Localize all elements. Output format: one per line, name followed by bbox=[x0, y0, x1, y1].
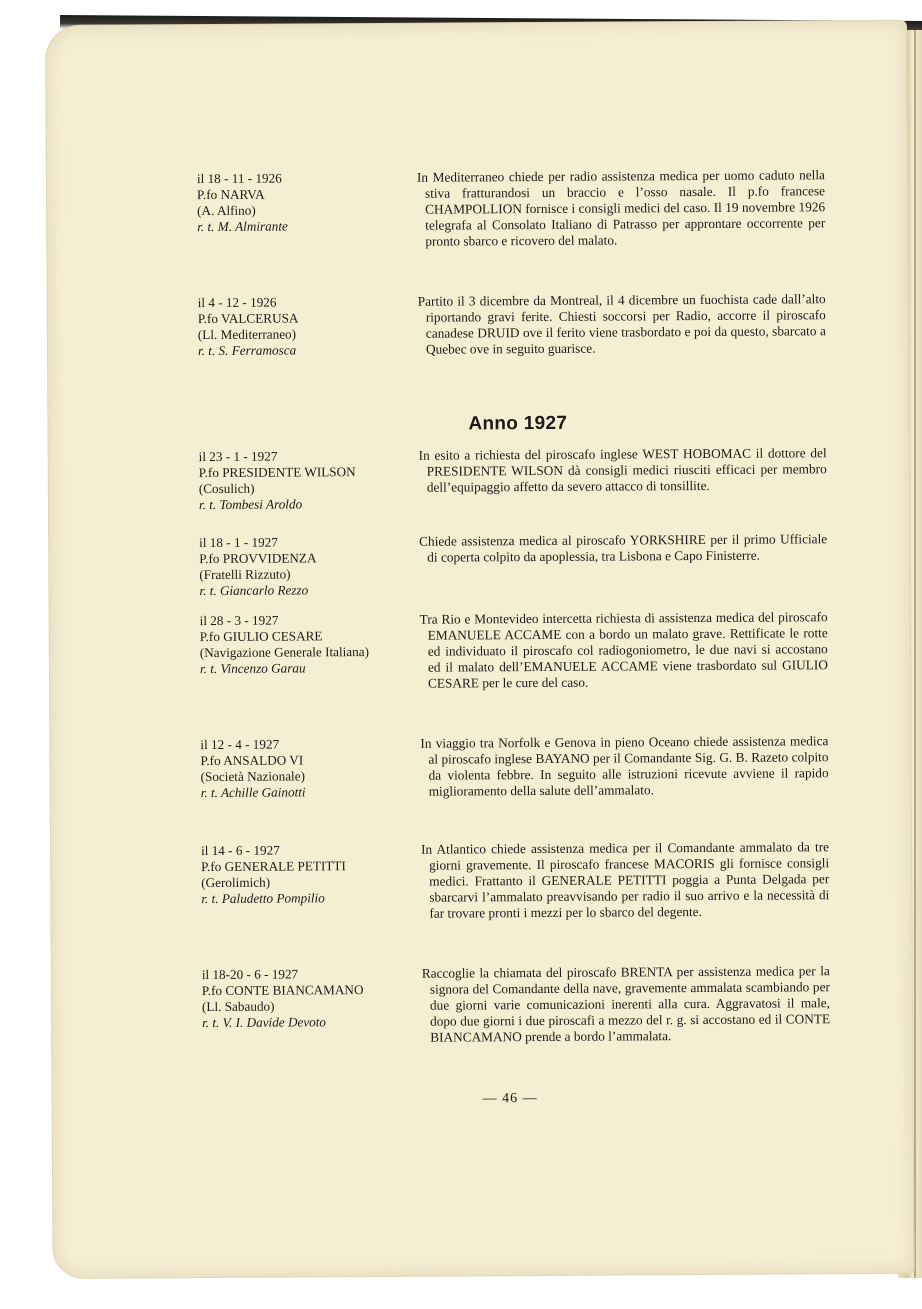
entry-text: In Mediterraneo chiede per radio assistenza medica per uomo caduto nella stiva fratturandosi un braccio e l’osso nasale. Il p.fo francese CHAMPOLLION fornisce i consigli medici del caso. Il 19 novembre 1926 telegrafa al Consolato Italiano di Patrasso per approntare occorrente per pronto sbarco e ricovero del malato. bbox=[416, 167, 826, 249]
entry-owner: (Cosulich) bbox=[198, 480, 255, 497]
entry-date: il 12 - 4 - 1927 bbox=[200, 736, 280, 753]
entry-owner: (Ll. Mediterraneo) bbox=[197, 326, 297, 343]
entry-text: Raccoglie la chiamata del piroscafo BRENTA per assistenza medica per la signora del Comandante della nave, gravemente ammalata scambiando per due giorni varie comunicazioni inerenti alla cura. Aggravatosi il male, dopo due giorni i due piroscafi a mezzo del r. g. si accostano ed il CONTE BIANCAMANO prende a bordo l’ammalata. bbox=[421, 963, 831, 1045]
entry-text: Chiede assistenza medica al piroscafo YORKSHIRE per il primo Ufficiale di coperta colpito da apoplessia, tra Lisbona e Capo Finisterre. bbox=[419, 531, 828, 565]
entry-description bbox=[419, 445, 827, 495]
year-heading: Anno 1927 bbox=[468, 412, 568, 435]
entry-description bbox=[417, 167, 825, 249]
entry-text: In Atlantico chiede assistenza medica per il Comandante ammalato da tre giorni gravemente. Il piroscafo francese MACORIS gli fornisce consigli medici. Frattanto il GENERALE PETITTI poggia a Punta Delgada per sbarcarvi l’ammalato preavvisando per radio il suo arrivo e la necessità di far trovare pronti i mezzi per lo sbarco del degente. bbox=[420, 839, 830, 921]
log-entry bbox=[48, 291, 908, 359]
entry-date: il 18-20 - 6 - 1927 bbox=[201, 966, 299, 983]
entry-text: In viaggio tra Norfolk e Genova in pieno Oceano chiede assistenza medica al piroscafo inglese BAYANO per il Comandante Sig. G. B. Razeto colpito da violenta febbre. In seguito alle istruzioni ricevute avviene il rapido miglioramento della salute dell’ammalato. bbox=[420, 733, 829, 799]
entry-operator: r. t. M. Almirante bbox=[197, 218, 288, 235]
entry-owner: (Navigazione Generale Italiana) bbox=[199, 644, 370, 661]
entry-ship: P.fo CONTE BIANCAMANO bbox=[201, 982, 364, 999]
entry-date: il 4 - 12 - 1926 bbox=[197, 294, 277, 311]
log-entry bbox=[52, 963, 912, 1045]
entry-text: In esito a richiesta del piroscafo inglese WEST HOBOMAC il dottore del PRESIDENTE WILSON dà consigli medici riusciti efficaci per membro dell’equipaggio affetto da severo attacco di tonsillite. bbox=[418, 445, 827, 495]
entry-description bbox=[419, 531, 827, 565]
entry-operator: r. t. Giancarlo Rezzo bbox=[199, 582, 309, 599]
entry-meta bbox=[197, 170, 412, 235]
entry-owner: (A. Alfino) bbox=[197, 202, 256, 219]
entry-ship: P.fo NARVA bbox=[196, 186, 265, 203]
page-number: — 46 — bbox=[482, 1091, 538, 1107]
entry-description bbox=[420, 733, 828, 799]
entry-date: il 18 - 1 - 1927 bbox=[199, 534, 278, 551]
entry-meta bbox=[202, 966, 417, 1031]
entry-operator: r. t. Tombesi Aroldo bbox=[198, 496, 303, 513]
entry-operator: r. t. Paludetto Pompilio bbox=[201, 890, 325, 907]
entry-date: il 14 - 6 - 1927 bbox=[200, 842, 280, 859]
entry-operator: r. t. S. Ferramosca bbox=[197, 342, 297, 359]
entry-description bbox=[422, 963, 830, 1045]
entry-operator: r. t. Achille Gainotti bbox=[200, 784, 306, 801]
entry-date: il 23 - 1 - 1927 bbox=[198, 448, 278, 465]
entry-ship: P.fo GIULIO CESARE bbox=[199, 628, 323, 645]
log-entry bbox=[49, 445, 909, 513]
log-entry bbox=[49, 531, 909, 599]
entry-ship: P.fo GENERALE PETITTI bbox=[201, 858, 346, 875]
entry-meta bbox=[198, 294, 413, 359]
entry-operator: r. t. V. I. Davide Devoto bbox=[202, 1014, 327, 1031]
document-page bbox=[46, 21, 914, 1278]
entry-owner: (Società Nazionale) bbox=[200, 768, 305, 785]
entry-ship: P.fo VALCERUSA bbox=[197, 310, 299, 327]
entry-description bbox=[420, 609, 828, 691]
entry-meta bbox=[199, 534, 414, 599]
log-entry bbox=[47, 167, 907, 249]
entry-meta bbox=[200, 736, 415, 801]
log-entry bbox=[51, 839, 911, 921]
entry-ship: P.fo ANSALDO VI bbox=[200, 752, 304, 769]
entry-description bbox=[418, 291, 826, 357]
entry-date: il 18 - 11 - 1926 bbox=[196, 170, 282, 187]
entry-meta bbox=[200, 612, 415, 677]
entry-date: il 28 - 3 - 1927 bbox=[199, 612, 279, 629]
log-entry bbox=[50, 733, 910, 801]
entry-meta bbox=[199, 448, 414, 513]
entry-operator: r. t. Vincenzo Garau bbox=[199, 660, 306, 677]
log-entry bbox=[50, 609, 910, 691]
entry-description bbox=[421, 839, 829, 921]
entry-ship: P.fo PRESIDENTE WILSON bbox=[198, 464, 356, 481]
entry-owner: (Ll. Sabaudo) bbox=[201, 998, 275, 1015]
entry-ship: P.fo PROVVIDENZA bbox=[199, 550, 317, 567]
entry-meta bbox=[201, 842, 416, 907]
entry-owner: (Fratelli Rizzuto) bbox=[199, 566, 291, 583]
entry-text: Tra Rio e Montevideo intercetta richiesta di assistenza medica del piroscafo EMANUELE ACCAME con a bordo un malato grave. Rettificate le rotte ed individuato il piroscafo col radiogoniometro, le due navi si accostano ed il malato dell’EMANUELE ACCAME viene trasbordato sul GIULIO CESARE per le cure del caso. bbox=[419, 609, 828, 691]
entry-owner: (Gerolimich) bbox=[201, 874, 271, 891]
entry-text: Partito il 3 dicembre da Montreal, il 4 dicembre un fuochista cade dall’alto riportando gravi ferite. Chiesti soccorsi per Radio, accorre il piroscafo canadese DRUID ove il ferito viene trasbordato e poi da questo, sbarcato a Quebec ove in seguito guarisce. bbox=[417, 291, 826, 357]
